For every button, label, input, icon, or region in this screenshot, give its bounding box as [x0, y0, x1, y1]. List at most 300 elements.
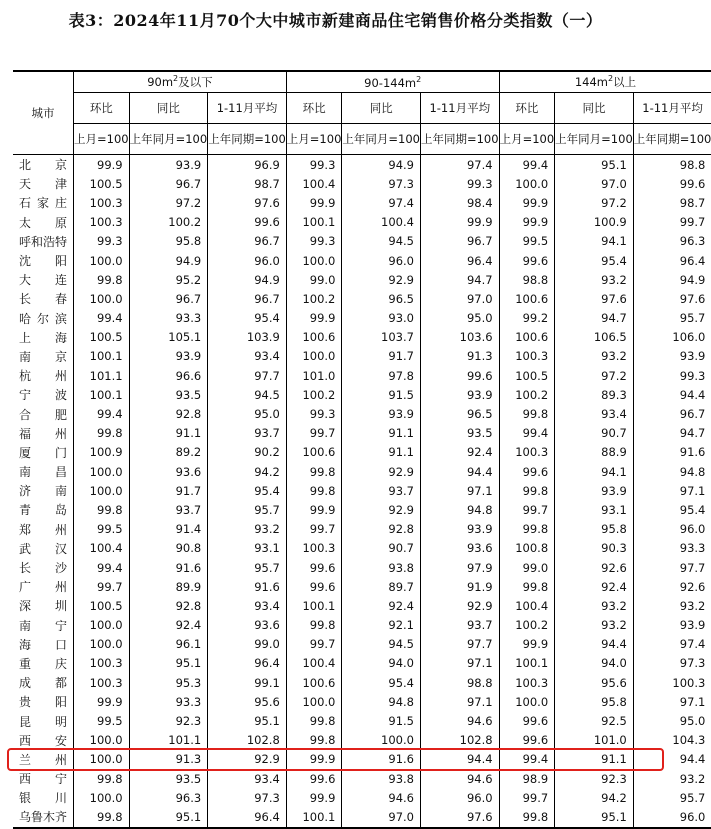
value-cell: 99.9: [420, 213, 499, 232]
value-cell: 91.4: [129, 520, 208, 539]
table-row: [13, 213, 711, 232]
city-cell: 大连: [13, 270, 74, 289]
table-row: [13, 193, 711, 212]
group-header-medium: $90-144m^2$: [286, 71, 499, 93]
value-cell: 93.4: [208, 347, 287, 366]
value-cell: 97.6: [208, 193, 287, 212]
value-cell: 99.0: [208, 635, 287, 654]
value-cell: 94.8: [420, 500, 499, 519]
value-cell: 99.3: [679, 368, 706, 383]
value-cell: 101.1: [129, 731, 208, 750]
value-cell: 100.1: [286, 807, 342, 827]
value-cell: 100.3: [499, 347, 555, 366]
value-cell: 94.2: [208, 462, 287, 481]
header-sub-row: [13, 93, 711, 124]
value-cell: 99.0: [286, 270, 342, 289]
value-cell: 99.4: [74, 558, 130, 577]
value-cell: 99.3: [74, 232, 130, 251]
value-cell: 99.6: [499, 731, 555, 750]
table-row: [13, 731, 711, 750]
value-cell: 99.5: [74, 711, 130, 730]
value-cell: 99.9: [286, 500, 342, 519]
value-cell: 105.1: [129, 328, 208, 347]
value-cell: 99.7: [286, 635, 342, 654]
table-row: [13, 289, 711, 308]
value-cell: 94.6: [420, 769, 499, 788]
value-cell: 93.9: [679, 618, 706, 633]
value-cell: 91.5: [342, 711, 421, 730]
value-cell: 100.6: [499, 289, 555, 308]
value-cell: 97.0: [555, 174, 634, 193]
value-cell: 94.9: [679, 272, 706, 287]
value-cell: 92.9: [208, 750, 287, 769]
table-row: [13, 328, 711, 347]
table-row: [13, 520, 711, 539]
value-cell: 97.1: [679, 694, 706, 709]
subheader-cell: 环比: [286, 93, 342, 124]
value-cell: 99.9: [286, 193, 342, 212]
value-cell: 100.6: [499, 328, 555, 347]
table-row: [13, 539, 711, 558]
city-cell: 长沙: [13, 558, 74, 577]
value-cell: 97.7: [679, 560, 706, 575]
value-cell: 91.6: [129, 558, 208, 577]
value-cell: 97.4: [679, 637, 706, 652]
value-cell: 90.7: [342, 539, 421, 558]
base-header-cell: 上年同月=100: [342, 124, 421, 155]
value-cell: 93.5: [420, 424, 499, 443]
value-cell: 92.6: [679, 579, 706, 594]
value-cell: 92.9: [342, 462, 421, 481]
value-cell: 98.8: [420, 673, 499, 692]
value-cell: 100.0: [74, 788, 130, 807]
table-row: [13, 385, 711, 404]
value-cell: 95.7: [208, 558, 287, 577]
value-cell: 100.0: [74, 462, 130, 481]
value-cell: 97.1: [420, 481, 499, 500]
value-cell: 98.7: [208, 174, 287, 193]
value-cell: 99.8: [286, 481, 342, 500]
value-cell: 99.2: [499, 309, 555, 328]
value-cell: 103.7: [342, 328, 421, 347]
value-cell: 98.8: [679, 157, 706, 172]
value-cell: 99.6: [286, 769, 342, 788]
value-cell: 98.4: [420, 193, 499, 212]
value-cell: 93.2: [555, 270, 634, 289]
value-cell: 100.0: [286, 347, 342, 366]
value-cell: 94.5: [208, 385, 287, 404]
value-cell: 99.7: [286, 520, 342, 539]
city-cell: 青岛: [13, 500, 74, 519]
value-cell: 93.7: [420, 616, 499, 635]
value-cell: 97.1: [420, 692, 499, 711]
value-cell: 98.7: [679, 195, 706, 210]
group-header-large: $144m^2$以上: [499, 71, 711, 93]
value-cell: 95.2: [129, 270, 208, 289]
value-cell: 99.9: [286, 750, 342, 769]
value-cell: 96.7: [679, 407, 706, 422]
value-cell: 93.6: [129, 462, 208, 481]
table-row: [13, 577, 711, 596]
value-cell: 100.3: [74, 193, 130, 212]
value-cell: 100.3: [499, 673, 555, 692]
value-cell: 100.0: [74, 481, 130, 500]
value-cell: 95.6: [555, 673, 634, 692]
value-cell: 93.3: [129, 692, 208, 711]
value-cell: 100.6: [286, 673, 342, 692]
value-cell: 92.4: [342, 596, 421, 615]
value-cell: 99.6: [286, 558, 342, 577]
table-row: [13, 251, 711, 270]
value-cell: 99.8: [74, 270, 130, 289]
value-cell: 90.7: [555, 424, 634, 443]
base-header-cell: 上年同期=100: [633, 124, 711, 155]
value-cell: 99.6: [499, 711, 555, 730]
base-header-cell: 上月=100: [286, 124, 342, 155]
value-cell: 99.4: [499, 424, 555, 443]
value-cell: 99.7: [679, 215, 706, 230]
table-row: [13, 750, 711, 769]
value-cell: 93.2: [555, 616, 634, 635]
subheader-cell: 1-11月平均: [208, 93, 287, 124]
value-cell: 100.1: [74, 385, 130, 404]
value-cell: 94.7: [679, 426, 706, 441]
value-cell: 100.0: [74, 750, 130, 769]
value-cell: 100.0: [74, 616, 130, 635]
value-cell: 99.8: [499, 577, 555, 596]
value-cell: 96.7: [129, 174, 208, 193]
value-cell: 95.1: [555, 155, 634, 175]
value-cell: 95.7: [679, 790, 706, 805]
value-cell: 99.4: [74, 309, 130, 328]
city-cell: 西宁: [13, 769, 74, 788]
city-cell: 上海: [13, 328, 74, 347]
value-cell: 94.7: [555, 309, 634, 328]
value-cell: 99.8: [286, 616, 342, 635]
value-cell: 96.4: [679, 253, 706, 268]
value-cell: 93.9: [342, 404, 421, 423]
value-cell: 94.9: [129, 251, 208, 270]
value-cell: 94.6: [342, 788, 421, 807]
value-cell: 93.5: [129, 385, 208, 404]
value-cell: 100.0: [74, 289, 130, 308]
value-cell: 100.9: [555, 213, 634, 232]
table-row: [13, 404, 711, 423]
city-cell: 武汉: [13, 539, 74, 558]
value-cell: 99.8: [499, 404, 555, 423]
value-cell: 106.0: [672, 330, 706, 345]
value-cell: 94.2: [555, 788, 634, 807]
value-cell: 99.7: [286, 424, 342, 443]
value-cell: 94.8: [679, 464, 706, 479]
value-cell: 101.0: [286, 366, 342, 385]
value-cell: 100.2: [286, 289, 342, 308]
value-cell: 102.8: [208, 731, 287, 750]
value-cell: 93.9: [679, 349, 706, 364]
city-cell: 贵阳: [13, 692, 74, 711]
table-row: [13, 654, 711, 673]
value-cell: 97.7: [420, 635, 499, 654]
table-row: [13, 366, 711, 385]
city-cell: 乌鲁木齐: [13, 807, 74, 827]
value-cell: 93.2: [679, 598, 706, 613]
value-cell: 99.8: [286, 731, 342, 750]
value-cell: 100.4: [499, 596, 555, 615]
table-row: [13, 270, 711, 289]
value-cell: 96.7: [208, 289, 287, 308]
value-cell: 99.8: [286, 462, 342, 481]
subheader-cell: 1-11月平均: [633, 93, 711, 124]
city-column-header: 城市: [13, 71, 74, 155]
value-cell: 99.9: [74, 692, 130, 711]
value-cell: 91.6: [679, 445, 706, 460]
value-cell: 93.4: [555, 404, 634, 423]
value-cell: 99.9: [499, 213, 555, 232]
value-cell: 90.8: [129, 539, 208, 558]
value-cell: 91.1: [129, 424, 208, 443]
value-cell: 93.2: [555, 596, 634, 615]
value-cell: 99.4: [499, 750, 555, 769]
value-cell: 99.7: [499, 500, 555, 519]
value-cell: 103.9: [208, 328, 287, 347]
value-cell: 93.9: [129, 155, 208, 175]
value-cell: 103.6: [420, 328, 499, 347]
value-cell: 99.8: [74, 807, 130, 827]
table-row: [13, 807, 711, 827]
value-cell: 97.1: [420, 654, 499, 673]
value-cell: 99.0: [499, 558, 555, 577]
value-cell: 94.5: [342, 635, 421, 654]
value-cell: 99.6: [499, 251, 555, 270]
value-cell: 93.3: [679, 541, 706, 556]
value-cell: 100.4: [74, 539, 130, 558]
table-row: [13, 443, 711, 462]
value-cell: 99.8: [286, 711, 342, 730]
table-row: [13, 309, 711, 328]
table-row: [13, 692, 711, 711]
value-cell: 100.3: [672, 675, 706, 690]
value-cell: 100.3: [74, 654, 130, 673]
value-cell: 96.4: [420, 251, 499, 270]
value-cell: 99.6: [208, 213, 287, 232]
base-header-cell: 上年同月=100: [555, 124, 634, 155]
value-cell: 92.4: [555, 577, 634, 596]
subheader-cell: 环比: [499, 93, 555, 124]
value-cell: 101.0: [555, 731, 634, 750]
value-cell: 92.8: [129, 404, 208, 423]
value-cell: 95.0: [679, 714, 706, 729]
table-row: [13, 673, 711, 692]
value-cell: 93.7: [129, 500, 208, 519]
value-cell: 99.9: [286, 309, 342, 328]
value-cell: 99.6: [679, 176, 706, 191]
value-cell: 97.3: [342, 174, 421, 193]
value-cell: 96.0: [208, 251, 287, 270]
city-cell: 西安: [13, 731, 74, 750]
city-cell: 呼和浩特: [13, 232, 74, 251]
value-cell: 91.7: [342, 347, 421, 366]
value-cell: 100.1: [286, 213, 342, 232]
value-cell: 91.3: [129, 750, 208, 769]
value-cell: 96.9: [208, 155, 287, 175]
header-base-row: [13, 124, 711, 155]
value-cell: 96.7: [129, 289, 208, 308]
value-cell: 97.3: [208, 788, 287, 807]
value-cell: 93.7: [208, 424, 287, 443]
city-cell: 宁波: [13, 385, 74, 404]
value-cell: 99.3: [286, 232, 342, 251]
value-cell: 94.4: [555, 635, 634, 654]
value-cell: 91.1: [342, 424, 421, 443]
table-row: [13, 424, 711, 443]
value-cell: 100.4: [342, 213, 421, 232]
value-cell: 97.6: [420, 807, 499, 827]
value-cell: 100.2: [129, 213, 208, 232]
table-row: [13, 347, 711, 366]
value-cell: 97.7: [208, 366, 287, 385]
value-cell: 91.5: [342, 385, 421, 404]
city-cell: 郑州: [13, 520, 74, 539]
value-cell: 106.5: [555, 328, 634, 347]
value-cell: 96.5: [342, 289, 421, 308]
value-cell: 89.7: [342, 577, 421, 596]
value-cell: 97.6: [679, 291, 706, 306]
value-cell: 94.9: [208, 270, 287, 289]
value-cell: 99.7: [74, 577, 130, 596]
value-cell: 95.8: [555, 692, 634, 711]
value-cell: 96.3: [129, 788, 208, 807]
value-cell: 99.8: [499, 520, 555, 539]
value-cell: 100.2: [286, 385, 342, 404]
value-cell: 99.4: [499, 155, 555, 175]
value-cell: 96.0: [342, 251, 421, 270]
value-cell: 99.8: [74, 424, 130, 443]
value-cell: 100.0: [342, 731, 421, 750]
value-cell: 99.9: [499, 193, 555, 212]
value-cell: 100.3: [74, 673, 130, 692]
value-cell: 99.8: [74, 769, 130, 788]
city-cell: 太原: [13, 213, 74, 232]
value-cell: 99.3: [420, 174, 499, 193]
value-cell: 94.4: [679, 752, 706, 767]
value-cell: 96.7: [420, 232, 499, 251]
value-cell: 92.9: [342, 500, 421, 519]
value-cell: 95.8: [555, 520, 634, 539]
value-cell: 100.0: [286, 251, 342, 270]
value-cell: 93.9: [420, 385, 499, 404]
value-cell: 92.8: [342, 520, 421, 539]
value-cell: 99.8: [499, 481, 555, 500]
value-cell: 93.3: [129, 309, 208, 328]
value-cell: 97.6: [555, 289, 634, 308]
table-row: [13, 788, 711, 807]
value-cell: 92.5: [555, 711, 634, 730]
value-cell: 95.4: [555, 251, 634, 270]
value-cell: 100.6: [286, 443, 342, 462]
value-cell: 104.3: [672, 733, 706, 748]
value-cell: 99.4: [74, 404, 130, 423]
value-cell: 93.0: [342, 309, 421, 328]
table-row: [13, 596, 711, 615]
city-cell: 杭州: [13, 366, 74, 385]
city-cell: 济南: [13, 481, 74, 500]
value-cell: 100.5: [74, 596, 130, 615]
base-header-cell: 上年同期=100: [208, 124, 287, 155]
value-cell: 98.9: [499, 769, 555, 788]
city-cell: 南京: [13, 347, 74, 366]
city-cell: 天津: [13, 174, 74, 193]
value-cell: 100.4: [286, 174, 342, 193]
value-cell: 96.0: [420, 788, 499, 807]
value-cell: 99.8: [74, 500, 130, 519]
city-cell: 合肥: [13, 404, 74, 423]
value-cell: 97.0: [342, 807, 421, 827]
value-cell: 97.0: [420, 289, 499, 308]
value-cell: 96.3: [679, 234, 706, 249]
base-header-cell: 上月=100: [499, 124, 555, 155]
table-row: [13, 481, 711, 500]
city-cell: 昆明: [13, 711, 74, 730]
value-cell: 99.5: [499, 232, 555, 251]
value-cell: 92.4: [420, 443, 499, 462]
value-cell: 92.6: [555, 558, 634, 577]
city-cell: 兰州: [13, 750, 74, 769]
value-cell: 99.1: [208, 673, 287, 692]
value-cell: 97.8: [342, 366, 421, 385]
value-cell: 91.6: [208, 577, 287, 596]
value-cell: 93.2: [679, 771, 706, 786]
city-cell: 北京: [13, 155, 74, 175]
value-cell: 93.8: [342, 769, 421, 788]
value-cell: 99.6: [499, 462, 555, 481]
price-index-table: [13, 70, 711, 829]
value-cell: 100.3: [499, 443, 555, 462]
value-cell: 91.3: [420, 347, 499, 366]
value-cell: 97.1: [679, 483, 706, 498]
value-cell: 94.4: [420, 462, 499, 481]
value-cell: 96.7: [208, 232, 287, 251]
value-cell: 100.0: [499, 692, 555, 711]
value-cell: 95.4: [342, 673, 421, 692]
value-cell: 95.4: [208, 481, 287, 500]
value-cell: 99.9: [286, 788, 342, 807]
city-cell: 哈尔滨: [13, 309, 74, 328]
value-cell: 95.0: [420, 309, 499, 328]
table-row: [13, 232, 711, 251]
value-cell: 95.6: [208, 692, 287, 711]
value-cell: 96.5: [420, 404, 499, 423]
value-cell: 93.4: [208, 596, 287, 615]
table-row: [13, 174, 711, 193]
value-cell: 97.3: [679, 656, 706, 671]
subheader-cell: 1-11月平均: [420, 93, 499, 124]
value-cell: 91.6: [342, 750, 421, 769]
city-cell: 银川: [13, 788, 74, 807]
city-cell: 重庆: [13, 654, 74, 673]
table-row: [13, 711, 711, 730]
value-cell: 93.7: [342, 481, 421, 500]
value-cell: 102.8: [420, 731, 499, 750]
city-cell: 沈阳: [13, 251, 74, 270]
table-body: [13, 155, 711, 828]
value-cell: 94.4: [679, 387, 706, 402]
value-cell: 89.3: [555, 385, 634, 404]
value-cell: 100.5: [74, 174, 130, 193]
value-cell: 92.4: [129, 616, 208, 635]
value-cell: 99.3: [286, 155, 342, 175]
value-cell: 100.2: [499, 616, 555, 635]
table-row: [13, 616, 711, 635]
